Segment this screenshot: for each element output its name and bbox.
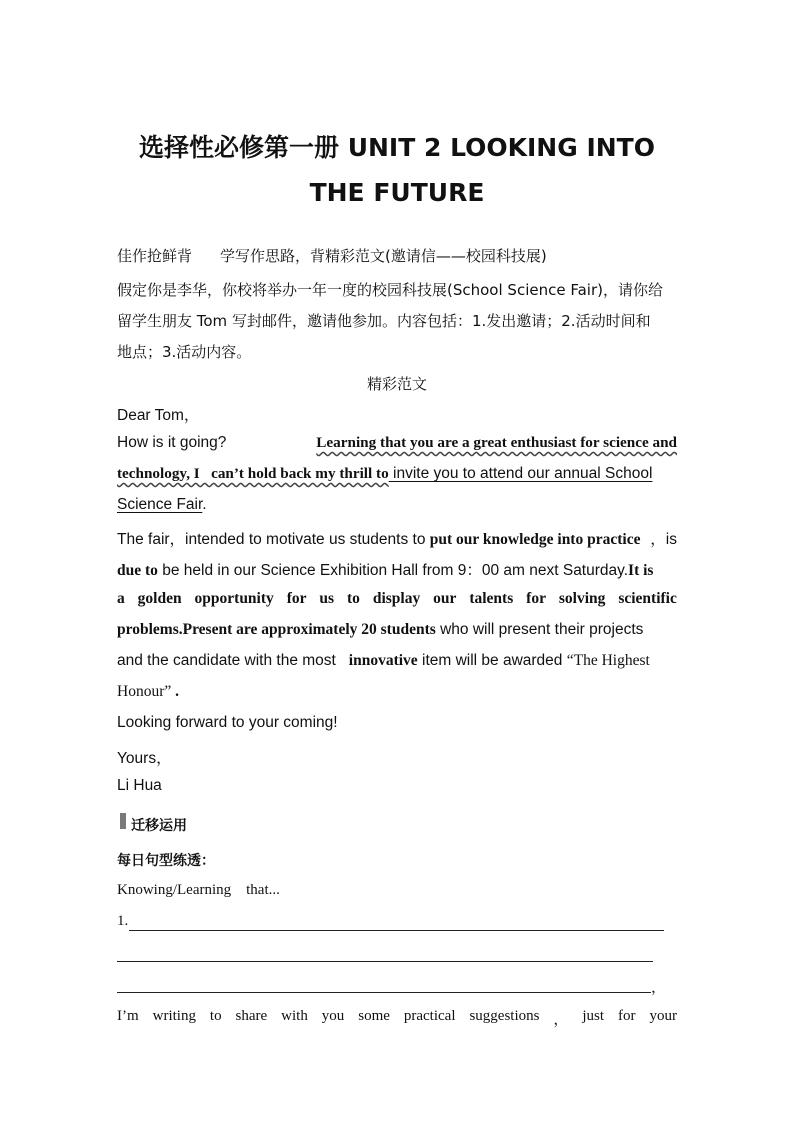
section-header — [117, 245, 677, 266]
answer-blank-3[interactable] — [117, 992, 651, 993]
essay-heading: 精彩范文 — [366, 375, 427, 393]
letter-closing: Looking forward to your coming! — [117, 714, 338, 731]
p1-end: . — [202, 496, 207, 513]
letter-p2-line-3: a golden opportunity for us to display our talents for solving scientific — [117, 590, 677, 607]
p2-a: The fair，intended to motivate us students to put our knowledge into practice — [117, 531, 641, 548]
letter-p2-line-4 — [117, 621, 677, 639]
answer-blank-1[interactable] — [129, 930, 664, 931]
p2-j-b: “The Highest — [566, 652, 650, 669]
letter-p2-line-5 — [117, 652, 677, 670]
answer-comma: ， — [651, 980, 667, 996]
section-header-left: 佳作抢鲜背 — [117, 247, 193, 265]
page-title-line-1: 选择性必修第一册 UNIT 2 LOOKING INTO — [139, 133, 655, 162]
p2-b: put our knowledge into practice — [429, 531, 641, 548]
practice-item-1-number: 1. — [117, 913, 129, 929]
prompt-line-2: 留学生朋友 Tom 写封邮件，邀请他参加。内容包括：1.发出邀请；2.活动时间和 — [117, 312, 651, 330]
practice-pattern: Knowing/Learning that... — [117, 882, 280, 898]
p2-f-end: problems. — [117, 621, 183, 638]
p1-invite-b: Science Fair — [117, 496, 203, 513]
p2-d: due to — [117, 562, 158, 579]
letter-p1-line-2 — [117, 465, 677, 483]
practice-heading: 迁移运用 — [131, 818, 187, 834]
p2-h-b: and the candidate with the most — [117, 652, 349, 669]
letter-signoff: Yours， — [117, 750, 172, 767]
p2-i: innovative — [348, 652, 418, 669]
p2-end: . — [175, 683, 179, 700]
prompt-line-1: 假定你是李华，你校将举办一年一度的校园科技展(School Science Fair)，请你给 — [117, 281, 663, 299]
letter-p2-line-1 — [117, 527, 677, 549]
p2-j-c: Honour” — [117, 683, 172, 700]
p2-c: ，is — [650, 531, 677, 548]
p2-e: be held in our Science Exhibition Hall from 9：00 am next Saturday. — [157, 562, 629, 579]
p2-g: Present are approximately 20 students — [182, 621, 436, 638]
letter-name: Li Hua — [117, 777, 162, 794]
p1-highlight-a: Learning that you are a great enthusiast for science and — [316, 434, 677, 451]
letter-greeting: Dear Tom， — [117, 407, 200, 424]
section-marker-icon — [120, 813, 126, 829]
practice-subheading: 每日句型练透： — [117, 853, 215, 869]
letter-p2-line-6 — [117, 683, 677, 701]
prompt-line-3: 地点；3.活动内容。 — [117, 343, 252, 361]
page-title-line-2: THE FUTURE — [309, 178, 485, 207]
p2-j-a: item will be awarded — [417, 652, 567, 669]
letter-p1-line-3 — [117, 496, 677, 514]
letter-p1-line-1 — [117, 434, 677, 452]
p2-h-a: who will present their projects — [435, 621, 644, 638]
practice-next-line: I’m writing to share with you some practical suggestions ， just for your — [117, 1008, 677, 1028]
letter-p2-line-2 — [117, 558, 677, 580]
p1-invite-a: invite you to attend our annual School — [388, 465, 653, 482]
p1-highlight-b: technology, I can’t hold back my thrill to — [117, 465, 389, 482]
p2-f-start: It is — [628, 562, 654, 579]
p1-opening: How is it going? — [117, 434, 227, 451]
section-header-right: 学写作思路，背精彩范文(邀请信——校园科技展) — [220, 247, 547, 265]
answer-blank-2[interactable] — [117, 961, 653, 962]
